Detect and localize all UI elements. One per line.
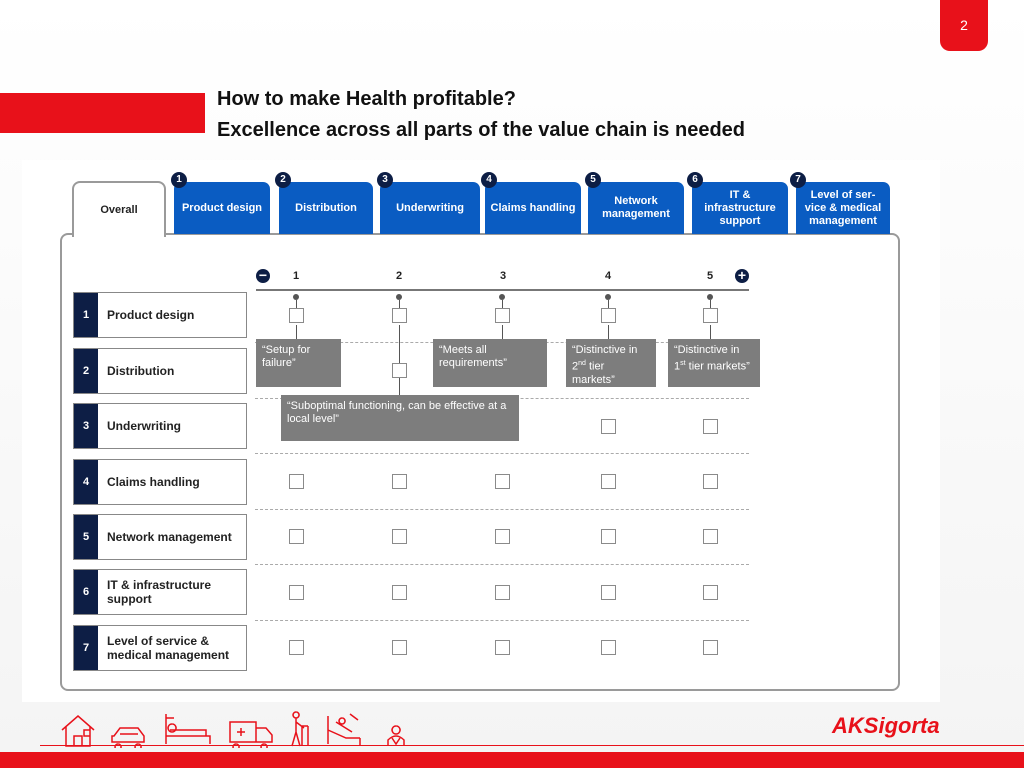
row-label: Level of service & medical management	[107, 634, 230, 662]
rating-checkbox[interactable]	[495, 529, 510, 544]
column-header: 5	[706, 270, 714, 282]
rating-checkbox[interactable]	[392, 640, 407, 655]
row-label: Product design	[107, 308, 195, 322]
row-number: 6	[74, 570, 98, 614]
row-service-medical	[73, 625, 247, 671]
dentist-chair-icon	[328, 714, 360, 746]
row-number: 3	[74, 404, 98, 448]
connector-line	[608, 325, 609, 339]
ordinal-suffix: nd	[578, 360, 586, 367]
page-number: 2	[940, 0, 988, 51]
tab-overall[interactable]: Overall	[72, 181, 166, 237]
rating-checkbox[interactable]	[703, 474, 718, 489]
row-distribution	[73, 348, 247, 394]
row-number: 2	[74, 349, 98, 393]
tab-distribution[interactable]: Distribution	[279, 182, 373, 234]
house-icon	[62, 716, 94, 746]
callout-distinctive-2nd-tier	[566, 339, 656, 387]
row-claims-handling	[73, 459, 247, 505]
row-product-design	[73, 292, 247, 338]
car-icon	[112, 728, 144, 748]
rating-checkbox[interactable]	[392, 308, 407, 323]
rating-checkbox[interactable]	[703, 419, 718, 434]
callout-text: tier markets”	[572, 360, 615, 386]
callout-text: tier markets”	[685, 360, 750, 373]
row-divider	[255, 564, 749, 565]
rating-checkbox[interactable]	[289, 308, 304, 323]
connector-line	[502, 325, 503, 339]
row-label: Claims handling	[107, 475, 200, 489]
logo-name: Sigorta	[863, 713, 940, 738]
slide-title	[217, 84, 745, 146]
rating-checkbox[interactable]	[601, 640, 616, 655]
rating-checkbox[interactable]	[495, 474, 510, 489]
rating-checkbox[interactable]	[495, 585, 510, 600]
bottom-bar	[0, 752, 1024, 768]
callout-text: “Distinctive in 2	[572, 344, 638, 373]
rating-checkbox[interactable]	[601, 585, 616, 600]
tab-number-badge: 6	[687, 172, 703, 188]
row-number: 7	[74, 626, 98, 670]
row-divider	[255, 509, 749, 510]
tab-product-design[interactable]: Product design	[174, 182, 270, 234]
column-header: 2	[395, 270, 403, 282]
row-number: 5	[74, 515, 98, 559]
tab-network-management[interactable]: Network management	[588, 182, 684, 234]
callout-text: “Distinctive in 1	[674, 344, 740, 373]
tab-it-infrastructure[interactable]: IT & infrastructure support	[692, 182, 788, 234]
rating-checkbox[interactable]	[601, 308, 616, 323]
row-number: 4	[74, 460, 98, 504]
connector-line	[710, 325, 711, 339]
rating-checkbox[interactable]	[289, 529, 304, 544]
column-header: 4	[604, 270, 612, 282]
tab-number-badge: 2	[275, 172, 291, 188]
tab-number-badge: 7	[790, 172, 806, 188]
rating-checkbox[interactable]	[703, 529, 718, 544]
ordinal-suffix: st	[680, 360, 686, 367]
rating-checkbox[interactable]	[289, 640, 304, 655]
column-header: 1	[292, 270, 300, 282]
row-label: Underwriting	[107, 419, 181, 433]
callout-setup-for-failure: “Setup for failure”	[256, 339, 341, 387]
rating-checkbox[interactable]	[495, 308, 510, 323]
row-number: 1	[74, 293, 98, 337]
ambulance-icon	[230, 722, 272, 748]
scale-line	[256, 289, 749, 291]
plus-icon: +	[735, 269, 749, 283]
rating-checkbox[interactable]	[703, 585, 718, 600]
rating-checkbox[interactable]	[601, 474, 616, 489]
row-label: Distribution	[107, 364, 175, 378]
row-underwriting	[73, 403, 247, 449]
rating-checkbox[interactable]	[392, 529, 407, 544]
row-label: IT & infrastructure support	[107, 578, 212, 606]
tab-service-medical[interactable]: Level of ser-vice & medical management	[796, 182, 890, 234]
title-line-1: How to make Health profitable?	[217, 88, 516, 110]
tab-claims-handling[interactable]: Claims handling	[485, 182, 581, 234]
row-it-infrastructure	[73, 569, 247, 615]
tab-number-badge: 5	[585, 172, 601, 188]
row-network-management	[73, 514, 247, 560]
row-divider	[255, 453, 749, 454]
row-divider	[255, 620, 749, 621]
rating-checkbox[interactable]	[289, 585, 304, 600]
tab-number-badge: 3	[377, 172, 393, 188]
logo-prefix: AK	[832, 713, 864, 738]
rating-checkbox[interactable]	[601, 419, 616, 434]
rating-checkbox[interactable]	[703, 640, 718, 655]
callout-distinctive-1st-tier	[668, 339, 760, 387]
doctor-icon	[388, 726, 404, 746]
rating-checkbox[interactable]	[289, 474, 304, 489]
column-header: 3	[499, 270, 507, 282]
rating-checkbox[interactable]	[601, 529, 616, 544]
tab-number-badge: 4	[481, 172, 497, 188]
footer-illustrations	[60, 708, 420, 748]
tab-number-badge: 1	[171, 172, 187, 188]
connector-line	[399, 325, 400, 395]
rating-checkbox[interactable]	[495, 640, 510, 655]
row-label: Network management	[107, 530, 232, 544]
hospital-bed-icon	[166, 714, 210, 744]
callout-meets-requirements: “Meets all requirements”	[433, 339, 547, 387]
title-accent-bar	[0, 93, 205, 133]
walker-icon	[292, 712, 308, 746]
aksigorta-logo	[832, 713, 940, 739]
rating-checkbox[interactable]	[392, 585, 407, 600]
minus-icon: −	[256, 269, 270, 283]
connector-line	[296, 325, 297, 339]
title-line-2: Excellence across all parts of the value chain is needed	[217, 119, 746, 141]
rating-checkbox[interactable]	[703, 308, 718, 323]
rating-checkbox[interactable]	[392, 363, 407, 378]
tab-underwriting[interactable]: Underwriting	[380, 182, 480, 234]
rating-checkbox[interactable]	[392, 474, 407, 489]
callout-suboptimal: “Suboptimal functioning, can be effective at a local level”	[281, 395, 519, 441]
